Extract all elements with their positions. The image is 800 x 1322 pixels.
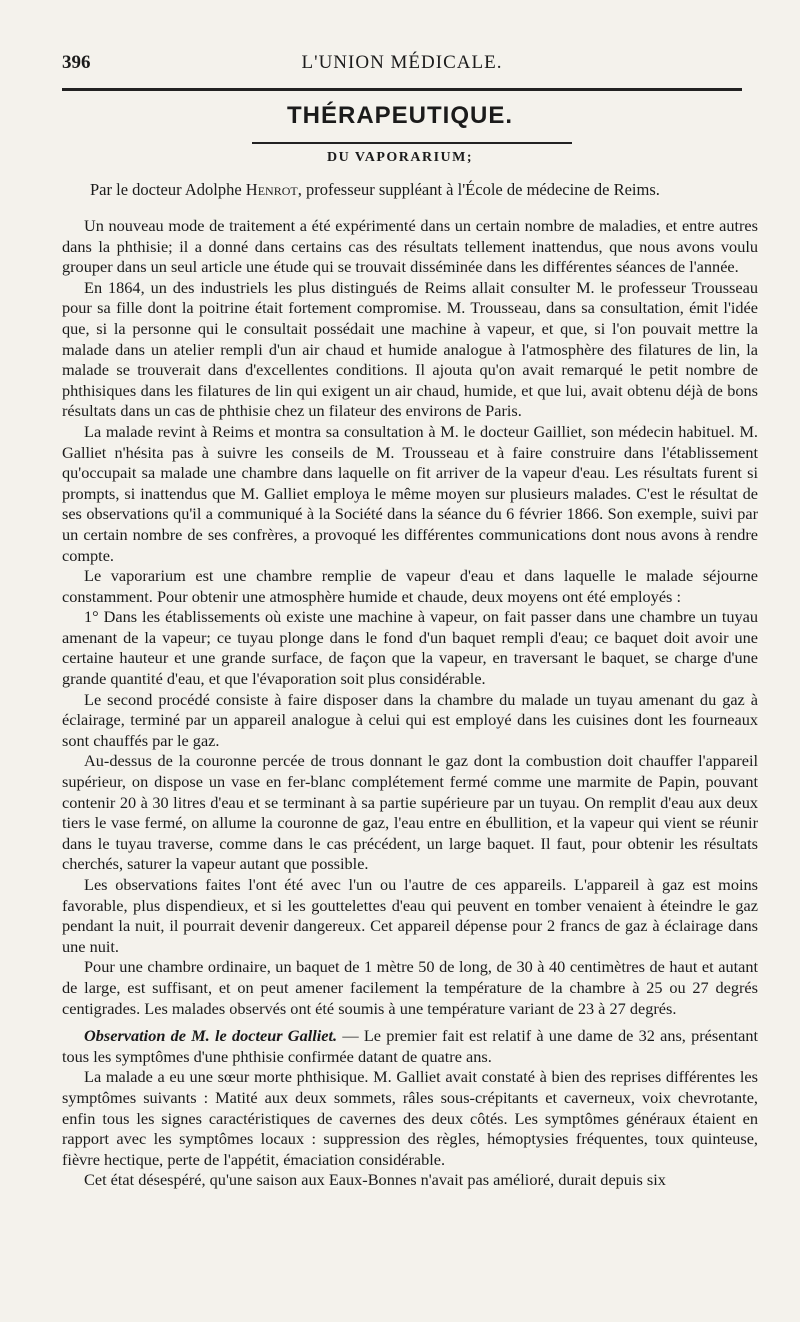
paragraph: Le vaporarium est une chambre remplie de vapeur d'eau et dans laquelle le malade séjourne constamment. Pour obtenir une atmosphère humide et chaude, deux moyens ont été employés : — [62, 566, 758, 606]
page-number: 396 — [62, 52, 91, 73]
byline-suffix: , professeur suppléant à l'École de médecine de Reims. — [297, 180, 660, 199]
paragraph: Au-dessus de la couronne percée de trous donnant le gaz dont la combustion doit chauffer l'appareil supérieur, on dispose un vase en fer-blanc complétement fermé comme une marmite de Papin, pouvant contenir 20 à 30 litres d'eau et se terminant à sa partie supérieure par un tuyau. On remplit d'eau aux deux tiers le vase fermé, on allume la couronne de gaz, l'eau entre en ébullition, et la vapeur qui vient se réunir dans le tuyau traverse, comme dans le cas précédent, un large baquet. Il faut, pour obtenir les résultats cherchés, saturer la vapeur autant que possible. — [62, 751, 758, 874]
author-name: Henrot — [245, 180, 298, 199]
paragraph: La malade revint à Reims et montra sa consultation à M. le docteur Gailliet, son médecin habituel. M. Galliet n'hésita pas à suivre les conseils de M. Trousseau et à faire construire dans l'établissement qu'occupait sa malade une chambre dans laquelle on fit arriver de la vapeur d'eau. Les résultats furent si prompts, si inattendus que M. Galliet employa le même moyen sur plusieurs malades. C'est le résultat de ses observations qu'il a communiqué à la Société dans la séance du 6 février 1866. Son exemple, suivi par un certain nombre de ses confrères, a provoqué les différentes communications dont nous avons à rendre compte. — [62, 421, 758, 565]
byline-prefix: Par le docteur Adolphe — [90, 180, 246, 199]
observation-heading: Observation de M. le docteur Galliet. — [84, 1026, 338, 1046]
header-rule — [62, 88, 742, 91]
observation-text: — Le premier fait est relatif à une dame de 32 ans, présentant tous les symptômes d'une phthisie confirmée datant de quatre ans. — [62, 1026, 758, 1066]
journal-title: L'UNION MÉDICALE. — [301, 52, 503, 73]
paragraph: Un nouveau mode de traitement a été expérimenté dans un certain nombre de maladies, et entre autres dans la phthisie; il a donné dans certains cas des résultats tellement inattendus, que nous avons voulu grouper dans un seul article une étude qui se trouvait disséminée dans les différentes séances de l'année. — [62, 216, 758, 277]
title-rule — [252, 142, 572, 144]
paragraph: 1° Dans les établissements où existe une machine à vapeur, on fait passer dans une chambre un tuyau amenant de la vapeur; ce tuyau plonge dans le fond d'un baquet rempli d'eau; ce baquet doit avoir une certaine hauteur et une grande surface, de façon que la vapeur, en traversant le baquet, se charge d'une grande quantité d'eau, et que l'évaporation soit plus considérable. — [62, 607, 758, 689]
paragraph: Les observations faites l'ont été avec l'un ou l'autre de ces appareils. L'appareil à gaz est moins favorable, plus dispendieux, et si les gouttelettes d'eau qui peuvent en tomber venaient à éteindre le gaz pendant la nuit, il pourrait devenir dangereux. Cet appareil dépense pour 2 francs de gaz à éclairage dans une nuit. — [62, 875, 758, 956]
running-header — [62, 52, 742, 82]
paragraph: Pour une chambre ordinaire, un baquet de 1 mètre 50 de long, de 30 à 40 centimètres de haut et autant de large, est suffisant, et on peut amener facilement la température de la chambre à 25 ou 27 degrés centigrades. Les malades observés ont été soumis à une température variant de 23 à 27 degrés. — [62, 957, 758, 1018]
paragraph: La malade a eu une sœur morte phthisique. M. Galliet avait constaté à bien des reprises différentes les symptômes suivants : Matité aux deux sommets, râles sous-crépitants et caverneux, voix chevrotante, enfin tous les signes caractéristiques de cavernes des deux côtés. Les symptômes généraux étaient en rapport avec les symptômes locaux : suppression des règles, hémoptysies fréquentes, toux quinteuse, fièvre hectique, perte de l'appétit, émaciation considérable. — [62, 1067, 758, 1169]
paragraph: En 1864, un des industriels les plus distingués de Reims allait consulter M. le professeur Trousseau pour sa fille dont la poitrine était fortement compromise. M. Trousseau, dans sa consultation, émit l'idée que, si la personne qui le consultait possédait une machine à vapeur, et que, si l'on pouvait mettre la malade dans un atelier rempli d'un air chaud et humide analogue à l'atmosphère des filatures de lin, la malade se trouverait dans d'excellentes conditions. Il ajouta qu'on avait remarqué le petit nombre de phthisiques dans les filatures de lin qui exigent un air chaud, humide, et que lui, avait obtenu déjà de bons résultats dans un cas de phthisie chez un filateur des environs de Paris. — [62, 277, 758, 421]
subsection-title: DU VAPORARIUM; — [326, 150, 474, 165]
paragraph: Le second procédé consiste à faire disposer dans la chambre du malade un tuyau amenant du gaz à éclairage, terminé par un appareil analogue à celui qui est employé dans les cuisines dont les fourneaux sont chauffés par le gaz. — [62, 689, 758, 750]
observation-paragraph — [62, 1026, 758, 1067]
section-title: THÉRAPEUTIQUE. — [286, 102, 513, 129]
byline — [90, 180, 760, 200]
article-body — [62, 216, 758, 1191]
paragraph: Cet état désespéré, qu'une saison aux Eaux-Bonnes n'avait pas amélioré, durait depuis six — [84, 1170, 666, 1190]
